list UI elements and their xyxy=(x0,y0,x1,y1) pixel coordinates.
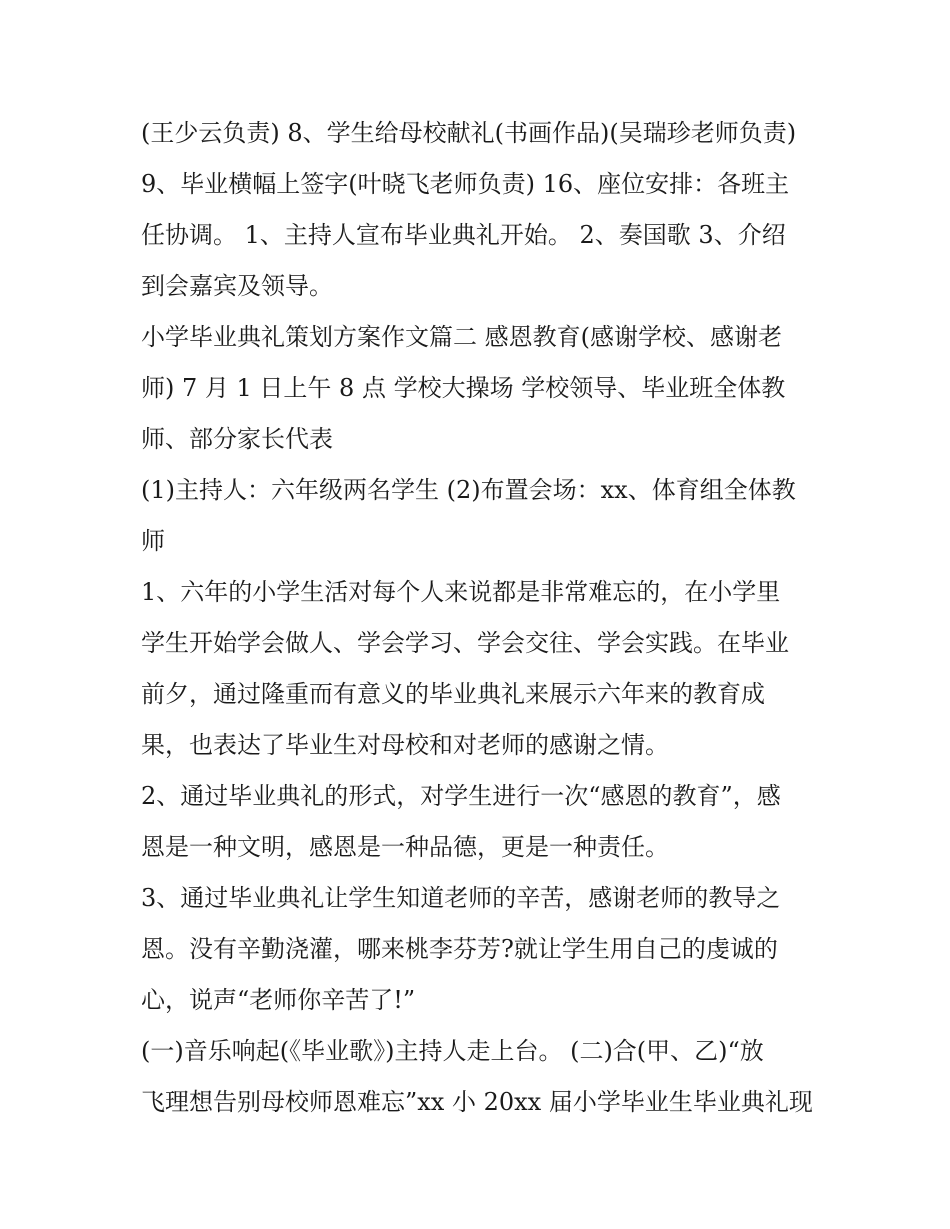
text-line: 师 xyxy=(141,527,165,555)
text-line: (一)音乐响起(《毕业歌》)主持人走上台。 (二)合(甲、乙)“放 xyxy=(141,1037,764,1065)
text-line: 果，也表达了毕业生对母校和对老师的感谢之情。 xyxy=(141,731,669,759)
text-line: 师、部分家长代表 xyxy=(141,425,333,453)
text-line: 小学毕业典礼策划方案作文篇二 感恩教育(感谢学校、感谢老 xyxy=(141,323,782,351)
document-body xyxy=(141,108,821,1128)
text-line: (1)主持人：六年级两名学生 (2)布置会场：xx、体育组全体教 xyxy=(141,476,796,504)
text-line: 学生开始学会做人、学会学习、学会交往、学会实践。在毕业 xyxy=(141,629,789,657)
text-line: 到会嘉宾及领导。 xyxy=(141,272,333,300)
text-line: 飞理想告别母校师恩难忘”xx 小 20xx 届小学毕业生毕业典礼现 xyxy=(141,1088,813,1116)
text-line: 恩。没有辛勤浇灌，哪来桃李芬芳?就让学生用自己的虔诚的 xyxy=(141,935,778,963)
text-line: 任协调。 1、主持人宣布毕业典礼开始。 2、奏国歌 3、介绍 xyxy=(141,221,786,249)
text-line: 心，说声“老师你辛苦了!” xyxy=(141,986,416,1014)
text-line: 前夕，通过隆重而有意义的毕业典礼来展示六年来的教育成 xyxy=(141,680,765,708)
text-line: 1、六年的小学生活对每个人来说都是非常难忘的，在小学里 xyxy=(141,578,781,606)
text-line: 师) 7 月 1 日上午 8 点 学校大操场 学校领导、毕业班全体教 xyxy=(141,374,786,402)
text-line: (王少云负责) 8、学生给母校献礼(书画作品)(吴瑞珍老师负责) xyxy=(141,119,797,147)
text-line: 9、毕业横幅上签字(叶晓飞老师负责) 16、座位安排：各班主 xyxy=(141,170,790,198)
text-line: 恩是一种文明，感恩是一种品德，更是一种责任。 xyxy=(141,833,669,861)
text-line: 3、通过毕业典礼让学生知道老师的辛苦，感谢老师的教导之 xyxy=(141,884,781,912)
text-line: 2、通过毕业典礼的形式，对学生进行一次“感恩的教育”，感 xyxy=(141,782,781,810)
